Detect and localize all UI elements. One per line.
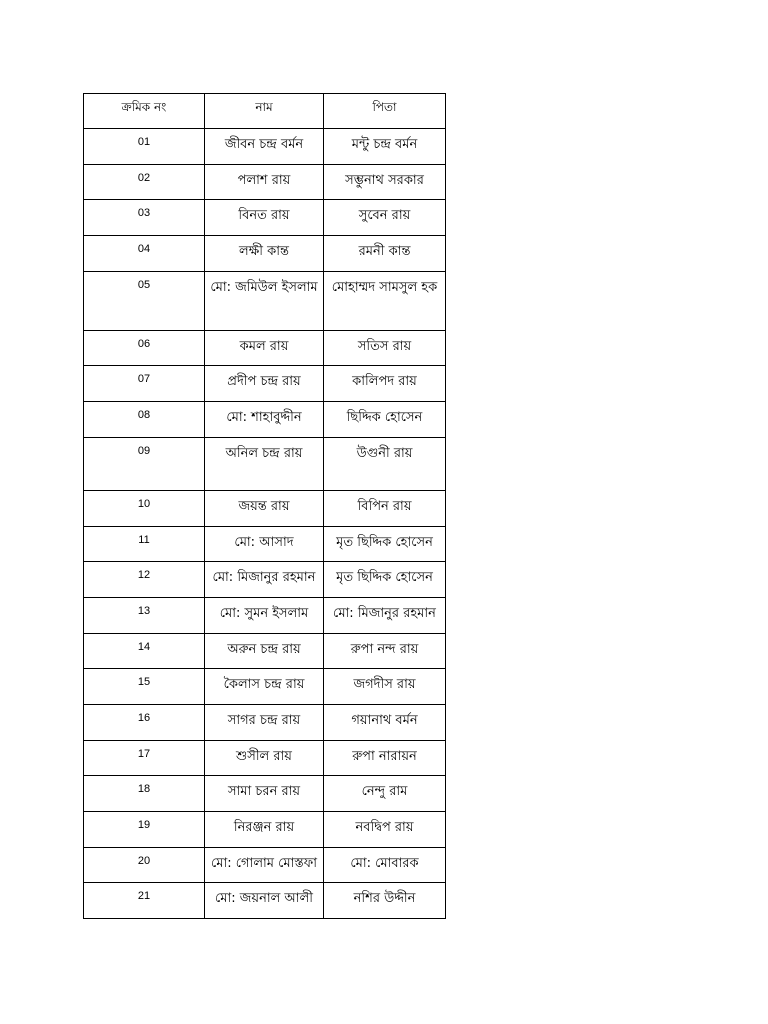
table-row: [84, 330, 446, 366]
name-cell: শুসীল রায়: [205, 740, 324, 776]
name-cell: মো: শাহাবুদ্দীন: [205, 402, 324, 438]
serial-cell: 10: [84, 490, 205, 526]
table-row: [84, 597, 446, 633]
name-cell: জীবন চন্দ্র বর্মন: [205, 129, 324, 165]
table-row: [84, 236, 446, 272]
father-cell: সম্ভুনাথ সরকার: [324, 164, 446, 200]
serial-cell: 06: [84, 330, 205, 366]
table-row: [84, 200, 446, 236]
father-cell: সুবেন রায়: [324, 200, 446, 236]
serial-cell: 03: [84, 200, 205, 236]
table-row: [84, 562, 446, 598]
serial-cell: 11: [84, 526, 205, 562]
table-row: [84, 812, 446, 848]
serial-cell: 02: [84, 164, 205, 200]
name-cell: মো: আসাদ: [205, 526, 324, 562]
father-cell: জগদীস রায়: [324, 669, 446, 705]
serial-cell: 20: [84, 847, 205, 883]
father-cell: মৃত ছিদ্দিক হোসেন: [324, 562, 446, 598]
header-serial: ক্রমিক নং: [84, 94, 205, 129]
serial-cell: 18: [84, 776, 205, 812]
name-cell: অরুন চন্দ্র রায়: [205, 633, 324, 669]
header-name: নাম: [205, 94, 324, 129]
table-body: [84, 129, 446, 919]
name-cell: মো: মিজানুর রহমান: [205, 562, 324, 598]
table-row: [84, 704, 446, 740]
name-cell: লক্ষী কান্ত: [205, 236, 324, 272]
name-cell: বিনত রায়: [205, 200, 324, 236]
table-row: [84, 776, 446, 812]
name-cell: কৈলাস চন্দ্র রায়: [205, 669, 324, 705]
father-cell: নবদ্বিপ রায়: [324, 812, 446, 848]
serial-cell: 01: [84, 129, 205, 165]
serial-cell: 09: [84, 437, 205, 490]
father-cell: উগুনী রায়: [324, 437, 446, 490]
table-row: [84, 271, 446, 330]
name-cell: মো: জয়নাল আলী: [205, 883, 324, 919]
name-cell: সাগর চন্দ্র রায়: [205, 704, 324, 740]
table-row: [84, 669, 446, 705]
father-cell: মন্টু চন্দ্র বর্মন: [324, 129, 446, 165]
serial-cell: 13: [84, 597, 205, 633]
name-cell: অনিল চন্দ্র রায়: [205, 437, 324, 490]
header-father: পিতা: [324, 94, 446, 129]
serial-cell: 15: [84, 669, 205, 705]
father-cell: মো: মোবারক: [324, 847, 446, 883]
serial-cell: 14: [84, 633, 205, 669]
father-cell: মো: মিজানুর রহমান: [324, 597, 446, 633]
name-cell: মো: সুমন ইসলাম: [205, 597, 324, 633]
table-row: [84, 526, 446, 562]
father-cell: নশির উদ্দীন: [324, 883, 446, 919]
name-cell: জয়ন্ত রায়: [205, 490, 324, 526]
table-row: [84, 490, 446, 526]
member-table: [83, 93, 446, 919]
table-row: [84, 740, 446, 776]
table-row: [84, 437, 446, 490]
serial-cell: 21: [84, 883, 205, 919]
name-cell: সামা চরন রায়: [205, 776, 324, 812]
father-cell: নেন্দু রাম: [324, 776, 446, 812]
serial-cell: 19: [84, 812, 205, 848]
father-cell: গয়ানাথ বর্মন: [324, 704, 446, 740]
father-cell: কালিপদ রায়: [324, 366, 446, 402]
name-cell: প্রদীপ চন্দ্র রায়: [205, 366, 324, 402]
serial-cell: 12: [84, 562, 205, 598]
table-row: [84, 366, 446, 402]
table-row: [84, 164, 446, 200]
table-row: [84, 129, 446, 165]
name-cell: মো: গোলাম মোস্তফা: [205, 847, 324, 883]
name-cell: নিরঞ্জন রায়: [205, 812, 324, 848]
header-row: [84, 94, 446, 129]
serial-cell: 05: [84, 271, 205, 330]
name-cell: কমল রায়: [205, 330, 324, 366]
father-cell: সতিস রায়: [324, 330, 446, 366]
table-row: [84, 883, 446, 919]
father-cell: ছিদ্দিক হোসেন: [324, 402, 446, 438]
serial-cell: 04: [84, 236, 205, 272]
father-cell: মোহাম্মদ সামসুল হক: [324, 271, 446, 330]
serial-cell: 16: [84, 704, 205, 740]
serial-cell: 17: [84, 740, 205, 776]
father-cell: রমনী কান্ত: [324, 236, 446, 272]
name-cell: মো: জমিউল ইসলাম: [205, 271, 324, 330]
table-header: [84, 94, 446, 129]
father-cell: বিপিন রায়: [324, 490, 446, 526]
name-cell: পলাশ রায়: [205, 164, 324, 200]
table-row: [84, 402, 446, 438]
serial-cell: 08: [84, 402, 205, 438]
table-row: [84, 847, 446, 883]
table-row: [84, 633, 446, 669]
serial-cell: 07: [84, 366, 205, 402]
father-cell: মৃত ছিদ্দিক হোসেন: [324, 526, 446, 562]
father-cell: রুপা নন্দ রায়: [324, 633, 446, 669]
father-cell: রুপা নারায়ন: [324, 740, 446, 776]
